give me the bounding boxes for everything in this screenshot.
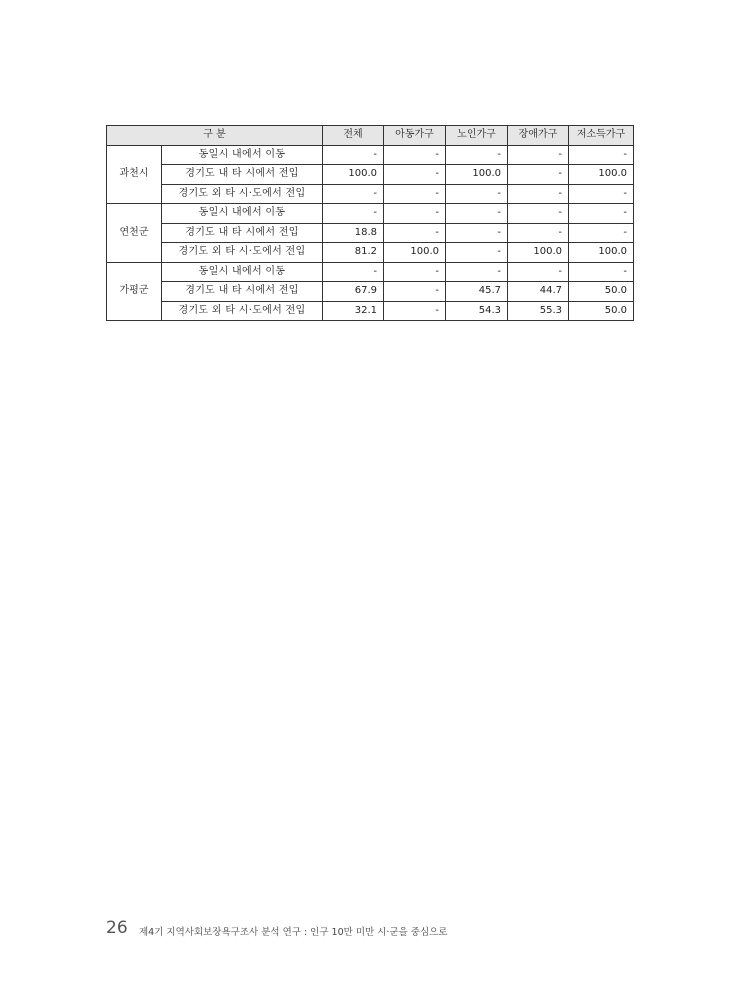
category-cell: 동일시 내에서 이동 xyxy=(162,204,323,224)
table-row xyxy=(107,204,634,224)
category-cell: 경기도 내 타 시에서 전입 xyxy=(162,165,323,185)
footer-title: 제4기 지역사회보장욕구조사 분석 연구 : 인구 10만 미만 시·군을 중심으로 xyxy=(139,927,448,938)
value-cell: 100.0 xyxy=(508,243,569,263)
value-cell: - xyxy=(384,145,446,165)
value-cell: - xyxy=(508,262,569,282)
value-cell: - xyxy=(384,223,446,243)
value-cell: - xyxy=(569,223,634,243)
value-cell: - xyxy=(508,204,569,224)
value-cell: 67.9 xyxy=(323,282,384,302)
value-cell: 32.1 xyxy=(323,301,384,321)
value-cell: 55.3 xyxy=(508,301,569,321)
table-row xyxy=(107,165,634,185)
value-cell: - xyxy=(384,282,446,302)
category-cell: 동일시 내에서 이동 xyxy=(162,262,323,282)
value-cell: 50.0 xyxy=(569,282,634,302)
header-column: 노인가구 xyxy=(446,126,508,146)
category-cell: 경기도 외 타 시·도에서 전입 xyxy=(162,243,323,263)
value-cell: - xyxy=(384,165,446,185)
value-cell: 100.0 xyxy=(569,165,634,185)
data-table xyxy=(106,125,634,321)
value-cell: - xyxy=(446,223,508,243)
table-row xyxy=(107,145,634,165)
table-row xyxy=(107,243,634,263)
page-number: 26 xyxy=(106,918,128,938)
value-cell: - xyxy=(446,262,508,282)
header-category: 구 분 xyxy=(107,126,323,146)
value-cell: 100.0 xyxy=(446,165,508,185)
header-column: 저소득가구 xyxy=(569,126,634,146)
value-cell: - xyxy=(446,204,508,224)
value-cell: 54.3 xyxy=(446,301,508,321)
value-cell: - xyxy=(446,145,508,165)
table-row xyxy=(107,282,634,302)
value-cell: 18.8 xyxy=(323,223,384,243)
value-cell: - xyxy=(508,145,569,165)
value-cell: - xyxy=(508,165,569,185)
value-cell: 44.7 xyxy=(508,282,569,302)
value-cell: 100.0 xyxy=(323,165,384,185)
value-cell: 100.0 xyxy=(569,243,634,263)
value-cell: - xyxy=(323,262,384,282)
header-column: 장애가구 xyxy=(508,126,569,146)
value-cell: - xyxy=(323,145,384,165)
table-row xyxy=(107,184,634,204)
value-cell: - xyxy=(384,301,446,321)
value-cell: 100.0 xyxy=(384,243,446,263)
category-cell: 동일시 내에서 이동 xyxy=(162,145,323,165)
region-cell: 과천시 xyxy=(107,145,162,204)
value-cell: - xyxy=(446,243,508,263)
category-cell: 경기도 외 타 시·도에서 전입 xyxy=(162,184,323,204)
value-cell: - xyxy=(569,204,634,224)
table-row xyxy=(107,223,634,243)
header-column: 아동가구 xyxy=(384,126,446,146)
category-cell: 경기도 내 타 시에서 전입 xyxy=(162,223,323,243)
value-cell: - xyxy=(384,184,446,204)
value-cell: - xyxy=(508,184,569,204)
category-cell: 경기도 내 타 시에서 전입 xyxy=(162,282,323,302)
value-cell: - xyxy=(569,262,634,282)
region-cell: 가평군 xyxy=(107,262,162,321)
value-cell: - xyxy=(384,204,446,224)
header-column: 전체 xyxy=(323,126,384,146)
value-cell: - xyxy=(569,145,634,165)
value-cell: - xyxy=(323,184,384,204)
table-row xyxy=(107,301,634,321)
value-cell: - xyxy=(569,184,634,204)
table-row xyxy=(107,262,634,282)
value-cell: 81.2 xyxy=(323,243,384,263)
category-cell: 경기도 외 타 시·도에서 전입 xyxy=(162,301,323,321)
value-cell: 45.7 xyxy=(446,282,508,302)
value-cell: 50.0 xyxy=(569,301,634,321)
table-header-row xyxy=(107,126,634,146)
value-cell: - xyxy=(323,204,384,224)
value-cell: - xyxy=(446,184,508,204)
value-cell: - xyxy=(508,223,569,243)
region-cell: 연천군 xyxy=(107,204,162,263)
value-cell: - xyxy=(384,262,446,282)
